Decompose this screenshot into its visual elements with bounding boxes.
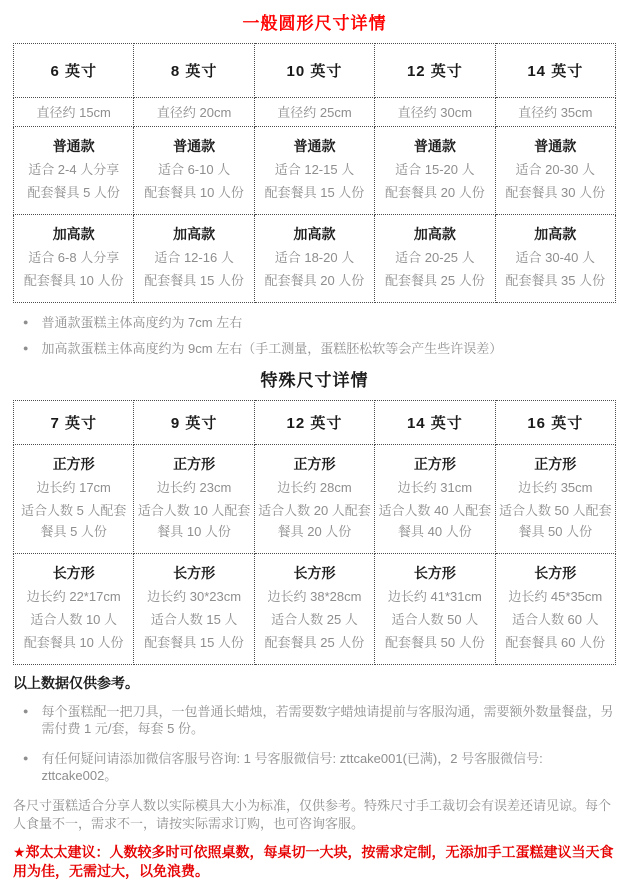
serves-text: 适合 30-40 人 [515,250,596,265]
tableware-text: 配套餐具 10 人份 [23,273,124,288]
round-notes-list [13,314,616,357]
tall-style-cell [14,215,134,303]
serves-text: 适合人数 10 人 [30,612,118,627]
special-size-header: 9 英寸 [134,401,254,445]
style-label: 加高款 [534,226,577,242]
rectangle-cell [134,554,254,665]
square-cell [495,445,615,554]
tableware-text: 配套餐具 20 人份 [264,273,365,288]
special-size-title: 特殊尺寸详情 [260,371,369,390]
style-label: 加高款 [52,226,95,242]
round-normal-row [14,127,616,215]
tableware-text: 配套餐具 10 人份 [144,185,244,200]
style-label: 普通款 [413,138,456,154]
serves-text: 适合 6-8 人分享 [28,250,120,265]
note-text: 有任何疑问请添加微信客服号咨询: 1 号客服微信号: zttcake001(已满)，2 号客服微信号: zttcake002。 [41,751,543,783]
style-label: 普通款 [173,138,216,154]
normal-style-cell [134,127,254,215]
tableware-text: 配套餐具 60 人份 [505,635,606,650]
round-tall-row [14,215,616,303]
serves-text: 适合人数 50 人配套餐具 50 人份 [498,503,612,539]
square-cell [134,445,254,554]
shape-label: 正方形 [52,456,95,472]
square-cell [375,445,495,554]
tableware-text: 配套餐具 30 人份 [505,185,606,200]
serves-text: 适合人数 10 人配套餐具 10 人份 [137,503,251,539]
sizing-note-paragraph: 各尺寸蛋糕适合分享人数以实际模具大小为标准，仅供参考。特殊尺寸手工裁切会有误差还请见谅。每个人食量不一，需求不一，请按实际需求订购，也可咨询客服。 [13,798,612,831]
serves-text: 适合 6-10 人 [157,162,231,177]
round-size-header: 6 英寸 [14,44,134,98]
diameter-cell: 直径约 35cm [495,98,615,127]
serves-text: 适合人数 25 人 [271,612,358,627]
tableware-text: 配套餐具 10 人份 [23,635,124,650]
rectangle-cell [254,554,374,665]
round-size-header: 12 英寸 [375,44,495,98]
shape-label: 正方形 [293,456,336,472]
serves-text: 适合人数 40 人配套餐具 40 人份 [378,503,492,539]
serves-text: 适合 18-20 人 [274,250,355,265]
serves-text: 适合人数 50 人 [391,612,479,627]
footer-notes-list [13,703,616,784]
serves-text: 适合人数 15 人 [150,612,238,627]
bullet-icon: ● [23,343,29,353]
style-label: 普通款 [293,138,336,154]
rectangle-cell [14,554,134,665]
serves-text: 适合 12-15 人 [274,162,355,177]
tableware-text: 配套餐具 50 人份 [385,635,485,650]
bullet-icon: ● [23,753,29,763]
note-item [23,703,616,737]
round-size-title: 一般圆形尺寸详情 [242,14,387,33]
shape-label: 长方形 [173,565,216,581]
round-diameter-row [14,98,616,127]
special-header-row [14,401,616,445]
tableware-text: 配套餐具 25 人份 [264,635,365,650]
square-cell [14,445,134,554]
normal-style-cell [14,127,134,215]
tableware-text: 配套餐具 20 人份 [385,185,485,200]
note-text: 普通款蛋糕主体高度约为 7cm 左右 [41,315,243,330]
side-text: 边长约 17cm [36,480,111,495]
special-size-header: 7 英寸 [14,401,134,445]
tableware-text: 配套餐具 15 人份 [264,185,365,200]
note-text: 每个蛋糕配一把刀具，一包普通长蜡烛，若需要数字蜡烛请提前与客服沟通，需要额外数量餐盘，另需付费 1 元/套，每套 5 份。 [41,704,614,736]
tableware-text: 配套餐具 35 人份 [505,273,606,288]
tall-style-cell [254,215,374,303]
tableware-text: 配套餐具 25 人份 [385,273,485,288]
shape-label: 正方形 [173,456,216,472]
round-size-header: 14 英寸 [495,44,615,98]
side-text: 边长约 31cm [397,480,473,495]
side-text: 边长约 45*35cm [508,589,603,604]
serves-text: 适合人数 5 人配套餐具 5 人份 [20,503,127,539]
normal-style-cell [495,127,615,215]
diameter-cell: 直径约 30cm [375,98,495,127]
side-text: 边长约 38*28cm [267,589,362,604]
side-text: 边长约 23cm [156,480,232,495]
serves-text: 适合 20-25 人 [395,250,475,265]
square-cell [254,445,374,554]
shape-label: 正方形 [534,456,577,472]
footer-notes-section [13,673,616,881]
side-text: 边长约 35cm [518,480,593,495]
diameter-cell: 直径约 20cm [134,98,254,127]
bullet-icon: ● [23,706,29,716]
diameter-cell: 直径约 15cm [14,98,134,127]
serves-text: 适合人数 60 人 [511,612,599,627]
rectangle-cell [495,554,615,665]
diameter-cell: 直径约 25cm [254,98,374,127]
side-text: 边长约 22*17cm [26,589,121,604]
bullet-icon: ● [23,317,29,327]
square-row [14,445,616,554]
rectangle-row [14,554,616,665]
serves-text: 适合人数 20 人配套餐具 20 人份 [258,503,371,539]
tall-style-cell [495,215,615,303]
tall-style-cell [134,215,254,303]
advice-warning-text: ★郑太太建议：人数较多时可依照桌数，每桌切一大块，按需求定制，无添加手工蛋糕建议当天食用为佳，无需过大，以免浪费。 [13,844,614,879]
normal-style-cell [375,127,495,215]
shape-label: 长方形 [293,565,336,581]
serves-text: 适合 15-20 人 [395,162,475,177]
round-size-table [13,43,616,303]
note-item [23,750,616,784]
style-label: 加高款 [413,226,456,242]
serves-text: 适合 12-16 人 [154,250,234,265]
special-size-header: 12 英寸 [254,401,374,445]
round-size-header: 10 英寸 [254,44,374,98]
disclaimer-text: 以上数据仅供参考。 [13,675,139,691]
shape-label: 长方形 [534,565,577,581]
style-label: 加高款 [293,226,336,242]
note-item [23,314,616,331]
round-header-row [14,44,616,98]
tableware-text: 配套餐具 15 人份 [144,635,244,650]
rectangle-cell [375,554,495,665]
serves-text: 适合 20-30 人 [515,162,596,177]
special-size-header: 16 英寸 [495,401,615,445]
side-text: 边长约 41*31cm [387,589,482,604]
round-size-header: 8 英寸 [134,44,254,98]
shape-label: 长方形 [413,565,456,581]
tall-style-cell [375,215,495,303]
special-size-table [13,400,616,665]
serves-text: 适合 2-4 人分享 [28,162,120,177]
note-item [23,340,616,357]
side-text: 边长约 28cm [277,480,352,495]
note-text: 加高款蛋糕主体高度约为 9cm 左右（手工测量，蛋糕胚松软等会产生些许误差） [41,341,503,356]
special-size-header: 14 英寸 [375,401,495,445]
style-label: 普通款 [534,138,577,154]
shape-label: 长方形 [52,565,95,581]
side-text: 边长约 30*23cm [147,589,242,604]
normal-style-cell [254,127,374,215]
tableware-text: 配套餐具 15 人份 [144,273,244,288]
tableware-text: 配套餐具 5 人份 [27,185,120,200]
style-label: 普通款 [52,138,95,154]
shape-label: 正方形 [413,456,456,472]
style-label: 加高款 [173,226,216,242]
